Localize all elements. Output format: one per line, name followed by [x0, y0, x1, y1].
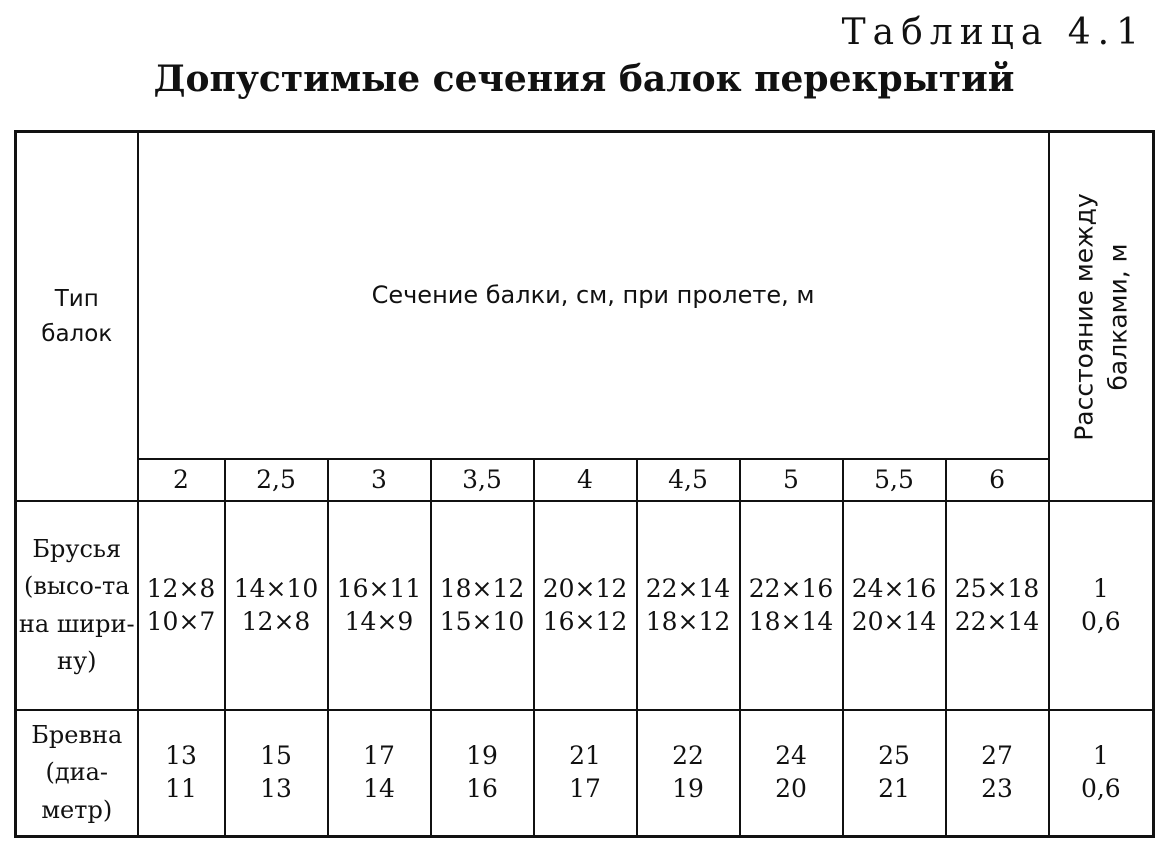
table-cell: 21 17 [534, 710, 637, 837]
table-cell: 12×8 10×7 [138, 501, 225, 710]
table-cell: 22×14 18×12 [637, 501, 740, 710]
span-header: 4 [534, 459, 637, 501]
table-cell: 15 13 [225, 710, 328, 837]
table-cell: 20×12 16×12 [534, 501, 637, 710]
table-cell: 16×11 14×9 [328, 501, 431, 710]
table-row [16, 710, 1154, 837]
span-header: 4,5 [637, 459, 740, 501]
table-cell: 14×10 12×8 [225, 501, 328, 710]
span-header: 2,5 [225, 459, 328, 501]
table-cell: 22×16 18×14 [740, 501, 843, 710]
table-cell: 18×12 15×10 [431, 501, 534, 710]
spacing-cell: 1 0,6 [1049, 501, 1154, 710]
row-type-label: Бревна (диа-метр) [16, 710, 138, 837]
table-cell: 13 11 [138, 710, 225, 837]
table-cell: 24 20 [740, 710, 843, 837]
header-type: Тип балок [16, 132, 138, 502]
header-spacing [1049, 132, 1154, 502]
span-header: 6 [946, 459, 1049, 501]
table-cell: 17 14 [328, 710, 431, 837]
beam-sections-table [14, 130, 1155, 838]
spacing-cell: 1 0,6 [1049, 710, 1154, 837]
table-cell: 25×18 22×14 [946, 501, 1049, 710]
header-spacing-label: Расстояние между балками, м [1069, 192, 1132, 441]
span-header: 5,5 [843, 459, 946, 501]
table-cell: 24×16 20×14 [843, 501, 946, 710]
table-cell: 19 16 [431, 710, 534, 837]
table-title: Допустимые сечения балок перекрытий [153, 58, 1015, 100]
table-cell: 25 21 [843, 710, 946, 837]
header-section: Сечение балки, см, при пролете, м [138, 132, 1049, 459]
span-header: 2 [138, 459, 225, 501]
table-cell: 22 19 [637, 710, 740, 837]
row-type-label: Брусья (высо-та на шири-ну) [16, 501, 138, 710]
span-header: 5 [740, 459, 843, 501]
table-cell: 27 23 [946, 710, 1049, 837]
table-row [16, 501, 1154, 710]
span-header: 3,5 [431, 459, 534, 501]
span-header: 3 [328, 459, 431, 501]
table-number: Таблица 4.1 [841, 12, 1146, 53]
